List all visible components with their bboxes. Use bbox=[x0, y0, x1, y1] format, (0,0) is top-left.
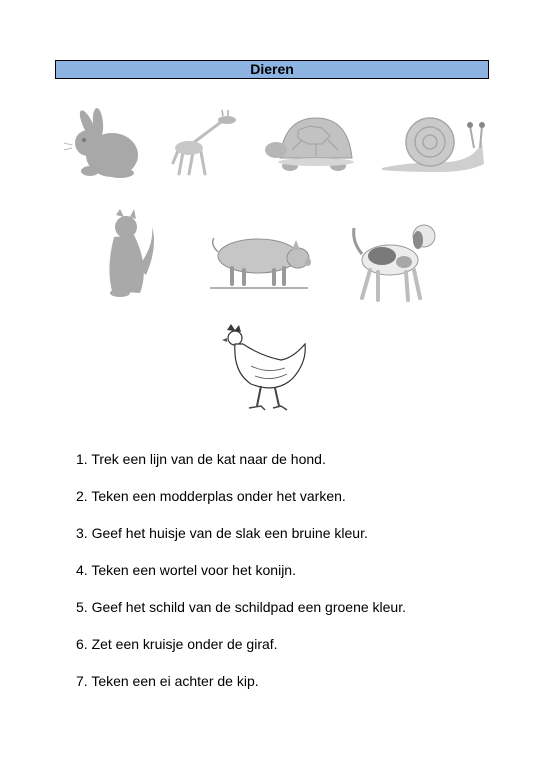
giraffe-icon bbox=[165, 108, 243, 180]
instruction-item: 6. Zet een kruisje onder de giraf. bbox=[76, 636, 278, 652]
instruction-item: 2. Teken een modderplas onder het varken. bbox=[76, 488, 346, 504]
pig-icon bbox=[204, 230, 316, 292]
snail-icon bbox=[378, 112, 490, 174]
instruction-item: 5. Geef het schild van de schildpad een groene kleur. bbox=[76, 599, 406, 615]
chicken-icon bbox=[221, 322, 311, 414]
instruction-item: 1. Trek een lijn van de kat naar de hond. bbox=[76, 451, 326, 467]
page-title: Dieren bbox=[55, 60, 489, 79]
dog-icon bbox=[348, 218, 444, 306]
instruction-item: 4. Teken een wortel voor het konijn. bbox=[76, 562, 296, 578]
turtle-icon bbox=[262, 110, 362, 178]
rabbit-icon bbox=[60, 105, 142, 180]
cat-icon bbox=[100, 207, 160, 299]
instruction-item: 7. Teken een ei achter de kip. bbox=[76, 673, 259, 689]
instruction-item: 3. Geef het huisje van de slak een bruine kleur. bbox=[76, 525, 368, 541]
instruction-list bbox=[76, 449, 406, 708]
